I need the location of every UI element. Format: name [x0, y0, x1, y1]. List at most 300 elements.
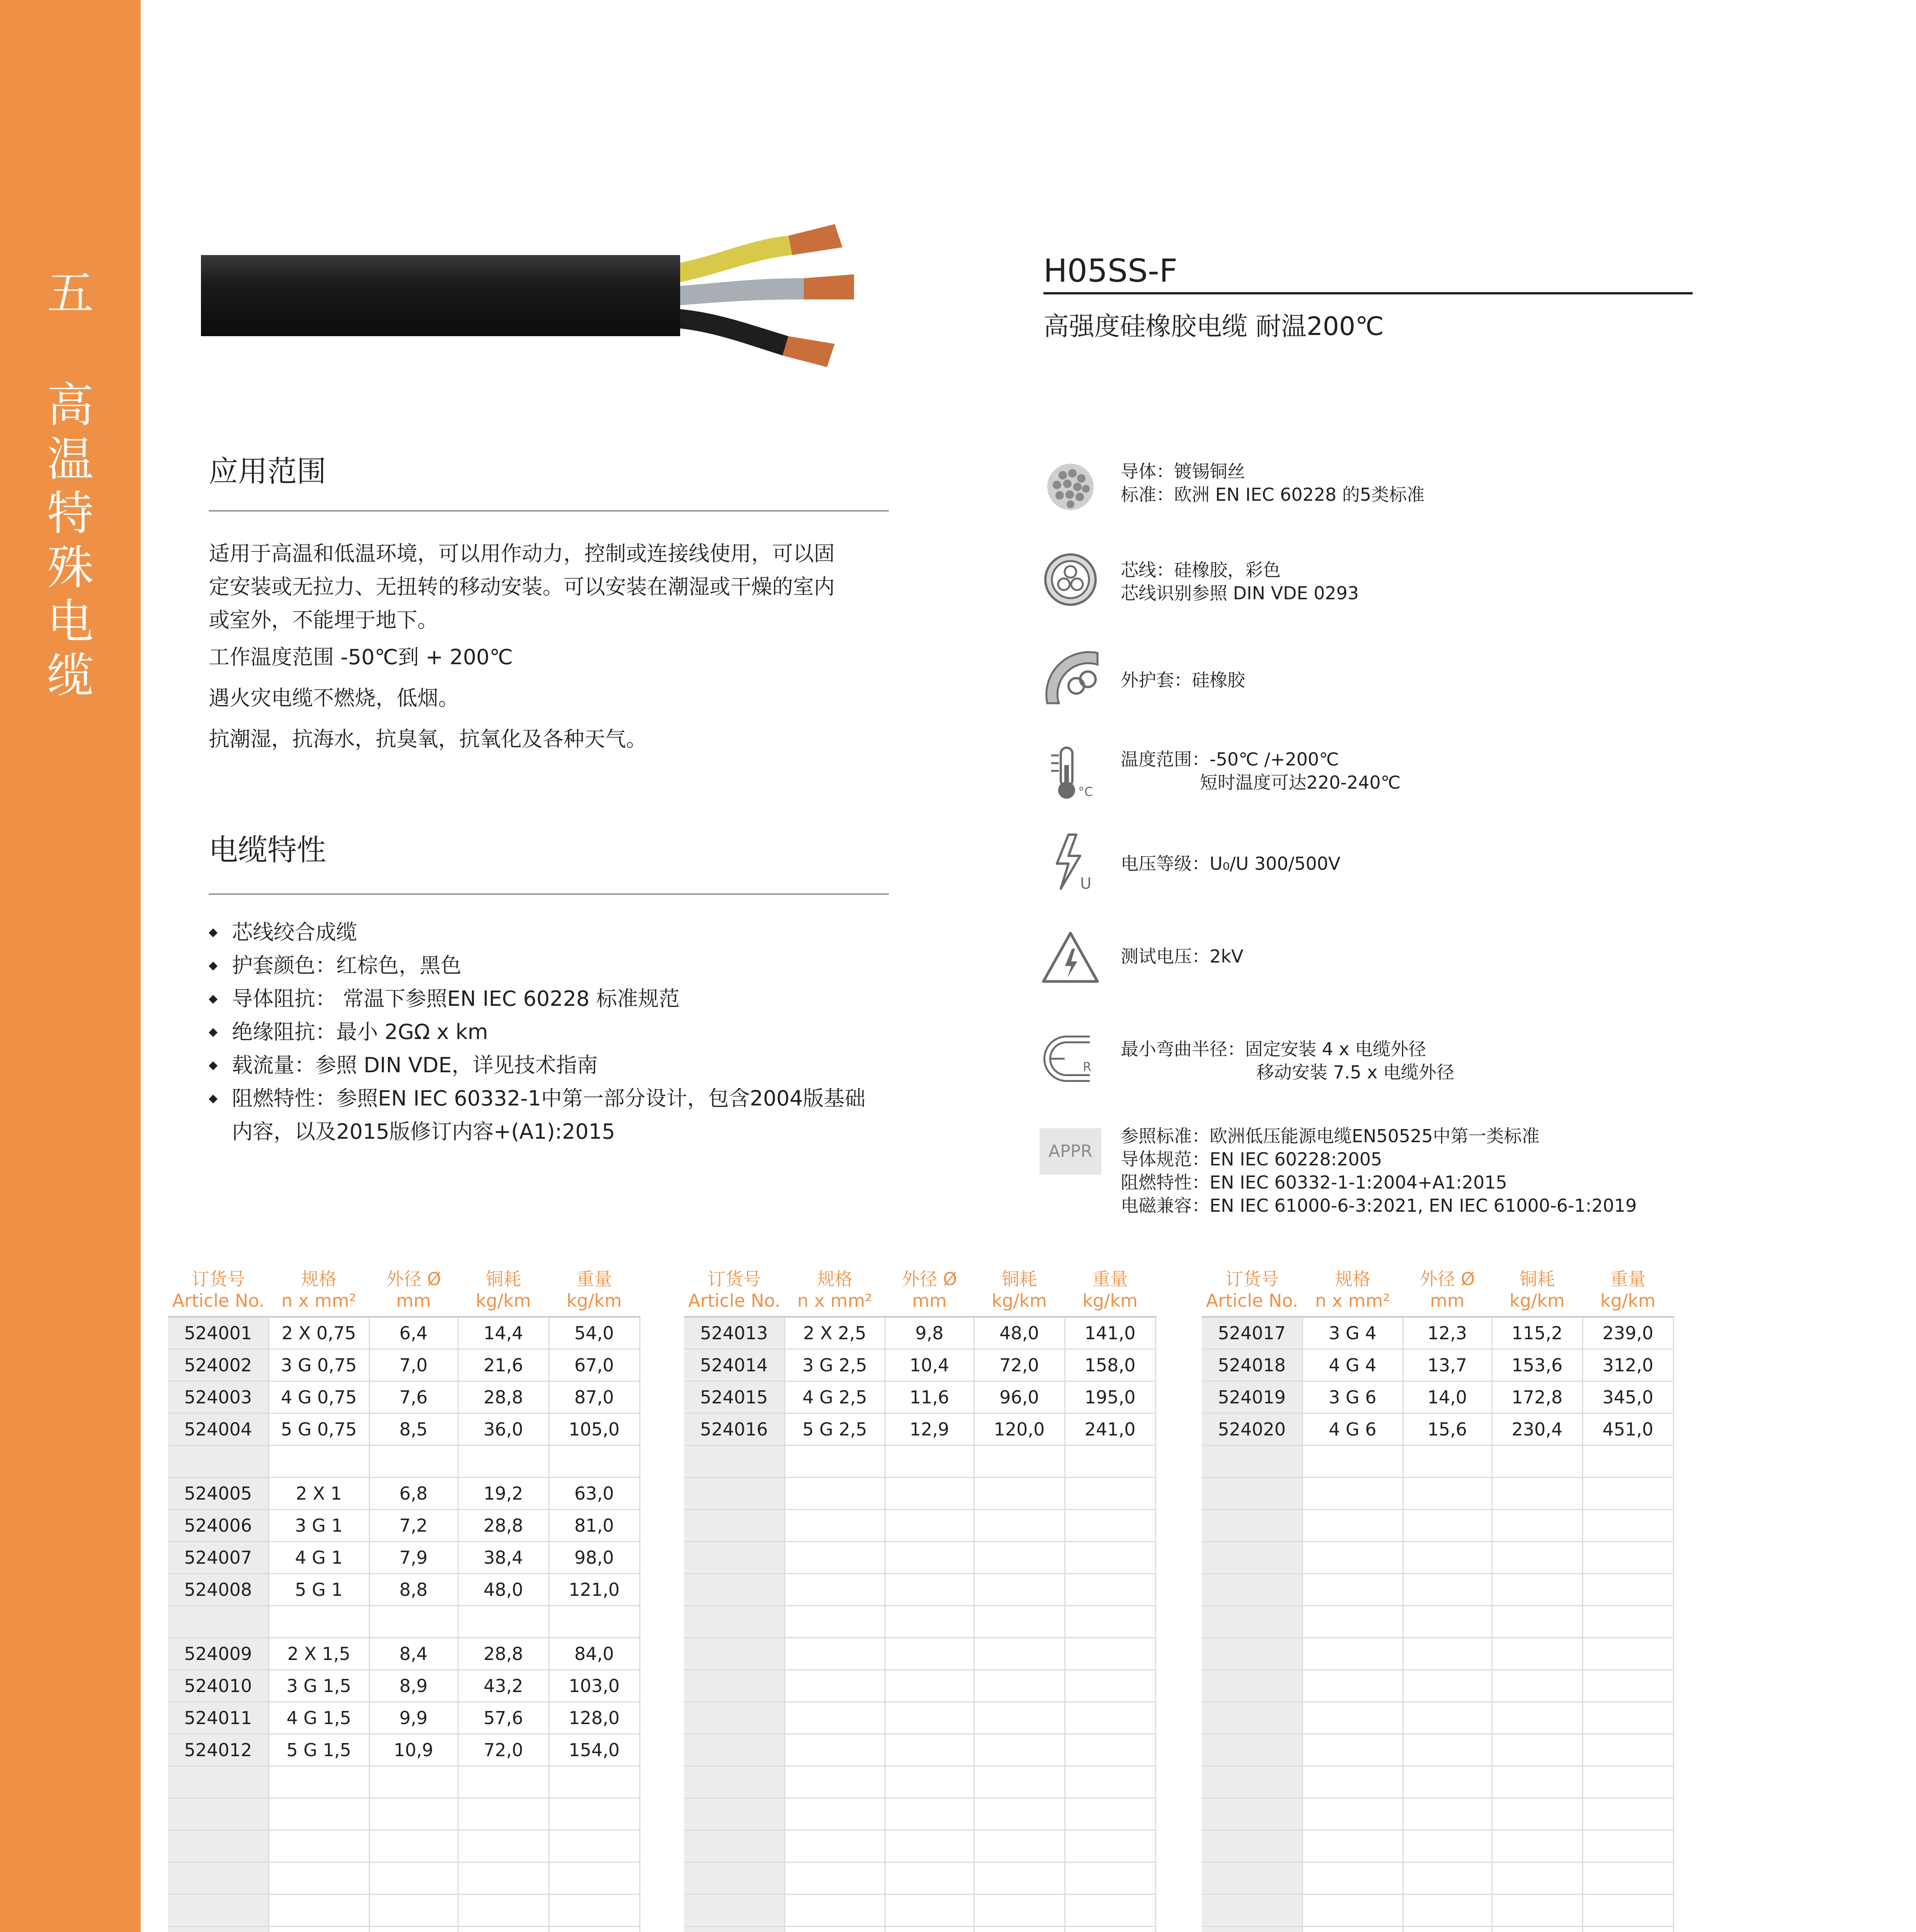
table-cell — [369, 1927, 458, 1932]
table-cell — [1302, 1542, 1403, 1574]
table-row — [1202, 1381, 1673, 1413]
table-row — [168, 1862, 640, 1895]
table-cell — [885, 1798, 974, 1830]
table-cell: 524014 — [684, 1349, 784, 1381]
table-cell — [1202, 1478, 1302, 1510]
column-header — [458, 1264, 549, 1317]
column-header-line: Article No. — [1206, 1290, 1298, 1311]
table-cell — [1582, 1638, 1673, 1670]
table-cell — [784, 1830, 885, 1862]
table-cell — [974, 1670, 1065, 1702]
table-cell: 524006 — [168, 1510, 269, 1542]
table-cell: 4 G 1,5 — [269, 1702, 369, 1734]
column-header-line: mm — [396, 1290, 431, 1311]
table-cell — [369, 1606, 458, 1638]
table-cell: 12,3 — [1403, 1317, 1492, 1349]
table-cell: 524010 — [168, 1670, 269, 1702]
table-cell: 7,2 — [369, 1510, 458, 1542]
table-cell — [974, 1574, 1065, 1606]
table-cell — [1302, 1606, 1403, 1638]
table-cell — [974, 1478, 1065, 1510]
table-cell — [269, 1830, 369, 1862]
features-list — [209, 916, 943, 1148]
column-header-line: Article No. — [172, 1290, 265, 1311]
column-header — [974, 1264, 1065, 1317]
table-cell — [1302, 1638, 1403, 1670]
product-title: H05SS-F — [1043, 253, 1178, 289]
spec-sheath: 外护套：硅橡胶 — [1121, 670, 1245, 690]
table-row — [1202, 1317, 1673, 1349]
table-cell: 6,4 — [369, 1317, 458, 1349]
table-cell: 10,4 — [885, 1349, 974, 1381]
table-cell — [1403, 1734, 1492, 1766]
core-insulation-icon — [1040, 549, 1101, 611]
table-cell — [1492, 1542, 1582, 1574]
table-cell — [1582, 1478, 1673, 1510]
column-header-line: 外径 Ø — [386, 1269, 441, 1289]
table-cell — [549, 1830, 640, 1862]
table-cell — [885, 1927, 974, 1932]
table-cell — [1202, 1766, 1302, 1798]
table-cell — [784, 1734, 885, 1766]
table-cell: 38,4 — [458, 1542, 549, 1574]
table-cell: 21,6 — [458, 1349, 549, 1381]
table-cell — [684, 1927, 784, 1932]
table-cell: 230,4 — [1492, 1413, 1582, 1446]
table-cell — [1065, 1446, 1155, 1478]
table-cell — [974, 1734, 1065, 1766]
table-row — [1202, 1638, 1673, 1670]
table-row — [684, 1478, 1155, 1510]
table-cell — [1202, 1574, 1302, 1606]
test-voltage-icon — [1040, 927, 1101, 989]
table-cell — [269, 1895, 369, 1927]
table-cell — [369, 1446, 458, 1478]
table-cell — [1065, 1895, 1155, 1927]
table-cell — [885, 1895, 974, 1927]
table-cell — [1065, 1798, 1155, 1830]
table-cell — [1403, 1702, 1492, 1734]
table-cell: 312,0 — [1582, 1349, 1673, 1381]
table-cell — [1403, 1542, 1492, 1574]
table-cell — [1302, 1927, 1403, 1932]
table-cell — [885, 1638, 974, 1670]
column-header — [1492, 1264, 1582, 1317]
table-cell: 48,0 — [458, 1574, 549, 1606]
table-cell: 54,0 — [549, 1317, 640, 1349]
thermometer-icon — [1040, 742, 1101, 804]
table-header-row — [168, 1264, 640, 1317]
table-cell: 14,0 — [1403, 1381, 1492, 1413]
spec-standards: 参照标准：欧洲低压能源电缆EN50525中第一类标准 导体规范：EN IEC 60228:2005 阻燃特性：EN IEC 60332-1-1:2004+A1:2015 电磁兼容：EN IEC 61000-6-3:2021, EN IEC 61000-6-1:2019 — [1121, 1126, 1637, 1216]
table-cell — [1582, 1542, 1673, 1574]
column-header — [168, 1264, 269, 1317]
table-row — [1202, 1478, 1673, 1510]
table-cell — [369, 1895, 458, 1927]
table-header-row — [684, 1264, 1155, 1317]
table-cell — [1492, 1670, 1582, 1702]
table-cell — [974, 1606, 1065, 1638]
table-cell: 3 G 6 — [1302, 1381, 1403, 1413]
column-header-line: kg/km — [1082, 1290, 1138, 1311]
table-cell — [784, 1574, 885, 1606]
spec-test-voltage: 测试电压：2kV — [1121, 946, 1244, 967]
table-cell — [269, 1798, 369, 1830]
table-cell — [1403, 1638, 1492, 1670]
application-line: 或室外，不能埋于地下。 — [209, 608, 438, 632]
table-cell — [1492, 1638, 1582, 1670]
column-header-line: 订货号 — [192, 1269, 245, 1289]
table-cell — [369, 1798, 458, 1830]
table-cell: 5 G 0,75 — [269, 1413, 369, 1446]
table-cell: 57,6 — [458, 1702, 549, 1734]
table-cell — [684, 1895, 784, 1927]
chapter-sidebar — [0, 0, 141, 1932]
table-row — [1202, 1766, 1673, 1798]
table-cell: 9,9 — [369, 1702, 458, 1734]
table-cell — [1065, 1830, 1155, 1862]
spec-voltage: 电压等级：U₀/U 300/500V — [1121, 853, 1341, 874]
table-cell — [885, 1862, 974, 1895]
table-cell — [458, 1862, 549, 1895]
table-row — [168, 1895, 640, 1927]
column-header-line: 订货号 — [708, 1269, 761, 1289]
table-cell: 154,0 — [549, 1734, 640, 1766]
table-cell — [168, 1895, 269, 1927]
table-cell — [549, 1606, 640, 1638]
table-cell — [1403, 1510, 1492, 1542]
column-header-line: n x mm² — [1315, 1290, 1390, 1311]
table-row — [168, 1766, 640, 1798]
table-cell — [1582, 1830, 1673, 1862]
table-row — [168, 1542, 640, 1574]
table-row — [168, 1574, 640, 1606]
table-cell — [549, 1798, 640, 1830]
table-cell: 524002 — [168, 1349, 269, 1381]
chapter-title-char: 特 — [47, 487, 94, 541]
table-row — [684, 1638, 1155, 1670]
table-cell — [1492, 1606, 1582, 1638]
table-row — [684, 1895, 1155, 1927]
table-row — [1202, 1349, 1673, 1381]
column-header-line: kg/km — [476, 1290, 531, 1311]
table-cell: 11,6 — [885, 1381, 974, 1413]
column-header-line: 铜耗 — [1001, 1269, 1037, 1289]
table-row — [1202, 1927, 1673, 1932]
table-row — [168, 1381, 640, 1413]
table-cell — [684, 1510, 784, 1542]
table-cell — [1065, 1670, 1155, 1702]
table-header-row — [1202, 1264, 1673, 1317]
table-cell — [269, 1766, 369, 1798]
table-row — [684, 1702, 1155, 1734]
table-cell: 5 G 1 — [269, 1574, 369, 1606]
table-cell — [1065, 1766, 1155, 1798]
table-cell: 43,2 — [458, 1670, 549, 1702]
table-cell: 524011 — [168, 1702, 269, 1734]
table-row — [684, 1574, 1155, 1606]
table-cell — [885, 1446, 974, 1478]
table-cell — [1403, 1446, 1492, 1478]
table-row — [684, 1862, 1155, 1895]
table-cell — [684, 1734, 784, 1766]
table-row — [1202, 1542, 1673, 1574]
table-row — [1202, 1702, 1673, 1734]
table-cell: 4 G 4 — [1302, 1349, 1403, 1381]
table-cell — [1065, 1734, 1155, 1766]
table-cell — [1492, 1446, 1582, 1478]
column-header — [684, 1264, 784, 1317]
table-cell — [784, 1606, 885, 1638]
table-cell — [269, 1862, 369, 1895]
chapter-title-char: 温 — [47, 433, 94, 486]
table-cell: 2 X 0,75 — [269, 1317, 369, 1349]
table-cell: 524012 — [168, 1734, 269, 1766]
table-cell: 120,0 — [974, 1413, 1065, 1446]
table-cell: 3 G 1,5 — [269, 1670, 369, 1702]
table-row — [684, 1510, 1155, 1542]
table-cell: 48,0 — [974, 1317, 1065, 1349]
table-cell: 3 G 1 — [269, 1510, 369, 1542]
table-cell — [1065, 1542, 1155, 1574]
table-cell — [1582, 1798, 1673, 1830]
table-row — [684, 1381, 1155, 1413]
table-cell — [1065, 1862, 1155, 1895]
table-cell: 345,0 — [1582, 1381, 1673, 1413]
table-row — [168, 1670, 640, 1702]
table-cell — [1403, 1766, 1492, 1798]
table-cell — [974, 1542, 1065, 1574]
chapter-title-char: 缆 — [47, 649, 94, 703]
table-cell: 81,0 — [549, 1510, 640, 1542]
table-cell — [1492, 1766, 1582, 1798]
table-cell: 4 G 0,75 — [269, 1381, 369, 1413]
spec-table-3 — [1202, 1264, 1674, 1932]
table-cell — [1202, 1830, 1302, 1862]
table-cell: 5 G 2,5 — [784, 1413, 885, 1446]
table-cell — [974, 1862, 1065, 1895]
table-cell — [1202, 1446, 1302, 1478]
table-cell — [784, 1702, 885, 1734]
table-cell — [1403, 1862, 1492, 1895]
svg-text:°C: °C — [1078, 784, 1093, 799]
table-row — [684, 1798, 1155, 1830]
table-cell — [1302, 1734, 1403, 1766]
voltage-icon — [1040, 831, 1101, 893]
table-cell: 8,4 — [369, 1638, 458, 1670]
table-cell — [885, 1830, 974, 1862]
table-cell — [1582, 1734, 1673, 1766]
table-header — [1202, 1264, 1673, 1317]
table-row — [684, 1317, 1155, 1349]
table-cell — [974, 1766, 1065, 1798]
table-cell — [784, 1862, 885, 1895]
column-header-line: kg/km — [567, 1290, 622, 1311]
table-row — [684, 1542, 1155, 1574]
column-header-line: 规格 — [1335, 1269, 1370, 1289]
table-header — [684, 1264, 1155, 1317]
table-row — [684, 1606, 1155, 1638]
application-heading: 应用范围 — [209, 454, 326, 488]
svg-text:R: R — [1083, 1060, 1092, 1074]
spec-core: 芯线：硅橡胶，彩色 芯线识别参照 DIN VDE 0293 — [1121, 560, 1359, 604]
table-row — [168, 1413, 640, 1446]
table-cell — [784, 1542, 885, 1574]
section-divider — [209, 510, 889, 512]
table-cell — [1492, 1478, 1582, 1510]
chapter-number: 五 — [47, 267, 94, 320]
table-cell — [458, 1766, 549, 1798]
column-header-line: 外径 Ø — [902, 1269, 957, 1289]
table-row — [168, 1317, 640, 1349]
bending-radius-icon — [1040, 1028, 1101, 1090]
application-line: 定安装或无拉力、无扭转的移动安装。可以安装在潮湿或干燥的室内 — [209, 575, 835, 599]
table-cell — [784, 1895, 885, 1927]
features-heading: 电缆特性 — [209, 833, 326, 867]
table-body — [1202, 1317, 1673, 1932]
table-cell: 239,0 — [1582, 1317, 1673, 1349]
table-cell — [784, 1670, 885, 1702]
table-cell: 28,8 — [458, 1510, 549, 1542]
table-cell — [1492, 1830, 1582, 1862]
application-line: 适用于高温和低温环境，可以用作动力，控制或连接线使用，可以固 — [209, 541, 835, 566]
table-cell — [784, 1446, 885, 1478]
table-cell: 524016 — [684, 1413, 784, 1446]
svg-text:U: U — [1080, 875, 1092, 893]
list-item: ◆ 芯线绞合成缆 — [209, 916, 943, 949]
table-cell: 28,8 — [458, 1638, 549, 1670]
table-cell — [458, 1927, 549, 1932]
column-header — [1202, 1264, 1302, 1317]
column-header — [784, 1264, 885, 1317]
column-header — [1302, 1264, 1403, 1317]
table-cell — [269, 1446, 369, 1478]
table-cell: 524017 — [1202, 1317, 1302, 1349]
table-cell: 105,0 — [549, 1413, 640, 1446]
column-header-line: 铜耗 — [485, 1269, 521, 1289]
table-cell — [1065, 1478, 1155, 1510]
column-header — [269, 1264, 369, 1317]
table-cell — [549, 1446, 640, 1478]
table-cell — [1202, 1862, 1302, 1895]
approval-icon: APPR — [1040, 1128, 1101, 1175]
table-cell — [168, 1862, 269, 1895]
table-cell — [1202, 1702, 1302, 1734]
table-cell: 5 G 1,5 — [269, 1734, 369, 1766]
table-cell: 10,9 — [369, 1734, 458, 1766]
column-header — [1582, 1264, 1673, 1317]
column-header-line: 重量 — [576, 1269, 612, 1289]
table-cell — [684, 1638, 784, 1670]
table-cell — [1582, 1895, 1673, 1927]
outer-sheath-icon — [1040, 645, 1101, 707]
table-row — [168, 1702, 640, 1734]
table-cell — [974, 1927, 1065, 1932]
table-cell — [168, 1446, 269, 1478]
column-header-line: kg/km — [1600, 1290, 1656, 1311]
column-header-line: n x mm² — [797, 1290, 872, 1311]
table-cell — [458, 1446, 549, 1478]
table-cell — [1302, 1766, 1403, 1798]
list-item-continuation: 内容，以及2015版修订内容+(A1):2015 — [232, 1119, 615, 1144]
table-cell: 72,0 — [458, 1734, 549, 1766]
table-cell — [885, 1734, 974, 1766]
table-cell: 98,0 — [549, 1542, 640, 1574]
table-row — [168, 1510, 640, 1542]
table-cell — [684, 1542, 784, 1574]
table-row — [684, 1927, 1155, 1932]
table-cell — [1202, 1638, 1302, 1670]
column-header — [369, 1264, 458, 1317]
table-cell: 8,9 — [369, 1670, 458, 1702]
table-cell: 524005 — [168, 1478, 269, 1510]
table-cell — [684, 1766, 784, 1798]
table-cell — [168, 1927, 269, 1932]
table-cell: 451,0 — [1582, 1413, 1673, 1446]
table-cell — [684, 1702, 784, 1734]
table-cell — [1302, 1895, 1403, 1927]
table-cell — [885, 1510, 974, 1542]
table-cell: 4 G 2,5 — [784, 1381, 885, 1413]
spec-temperature: 温度范围：-50℃ /+200℃ 短时温度可达220-240℃ — [1121, 749, 1401, 793]
table-cell — [1302, 1670, 1403, 1702]
table-cell: 195,0 — [1065, 1381, 1155, 1413]
table-row — [1202, 1670, 1673, 1702]
table-cell — [1492, 1702, 1582, 1734]
table-cell: 2 X 1 — [269, 1478, 369, 1510]
table-cell — [269, 1927, 369, 1932]
table-cell: 524020 — [1202, 1413, 1302, 1446]
table-cell — [784, 1478, 885, 1510]
table-cell — [784, 1927, 885, 1932]
table-row — [684, 1446, 1155, 1478]
table-cell — [1582, 1574, 1673, 1606]
table-cell — [549, 1927, 640, 1932]
table-cell — [684, 1574, 784, 1606]
table-cell — [1492, 1862, 1582, 1895]
table-cell — [684, 1830, 784, 1862]
table-cell — [1582, 1510, 1673, 1542]
table-cell — [458, 1798, 549, 1830]
table-cell — [684, 1862, 784, 1895]
table-row — [684, 1766, 1155, 1798]
list-item: ◆ 护套颜色：红棕色，黑色 — [209, 949, 943, 982]
table-cell: 87,0 — [549, 1381, 640, 1413]
table-cell — [1202, 1542, 1302, 1574]
table-cell — [1403, 1830, 1492, 1862]
table-row — [1202, 1830, 1673, 1862]
application-line: 抗潮湿，抗海水，抗臭氧，抗氧化及各种天气。 — [209, 727, 647, 751]
table-cell — [1492, 1798, 1582, 1830]
table-row — [684, 1830, 1155, 1862]
table-cell: 524004 — [168, 1413, 269, 1446]
table-cell — [784, 1510, 885, 1542]
column-header — [1403, 1264, 1492, 1317]
column-header — [1065, 1264, 1155, 1317]
table-cell: 153,6 — [1492, 1349, 1582, 1381]
table-cell: 3 G 2,5 — [784, 1349, 885, 1381]
table-row — [168, 1830, 640, 1862]
table-cell: 4 G 1 — [269, 1542, 369, 1574]
table-row — [168, 1446, 640, 1478]
table-cell: 9,8 — [885, 1317, 974, 1349]
table-row — [1202, 1510, 1673, 1542]
table-cell — [1202, 1606, 1302, 1638]
list-item: ◆ 绝缘阻抗：最小 2GΩ x km — [209, 1015, 943, 1049]
table-cell: 172,8 — [1492, 1381, 1582, 1413]
column-header-line: mm — [912, 1290, 947, 1311]
column-header-line: kg/km — [1509, 1290, 1565, 1311]
